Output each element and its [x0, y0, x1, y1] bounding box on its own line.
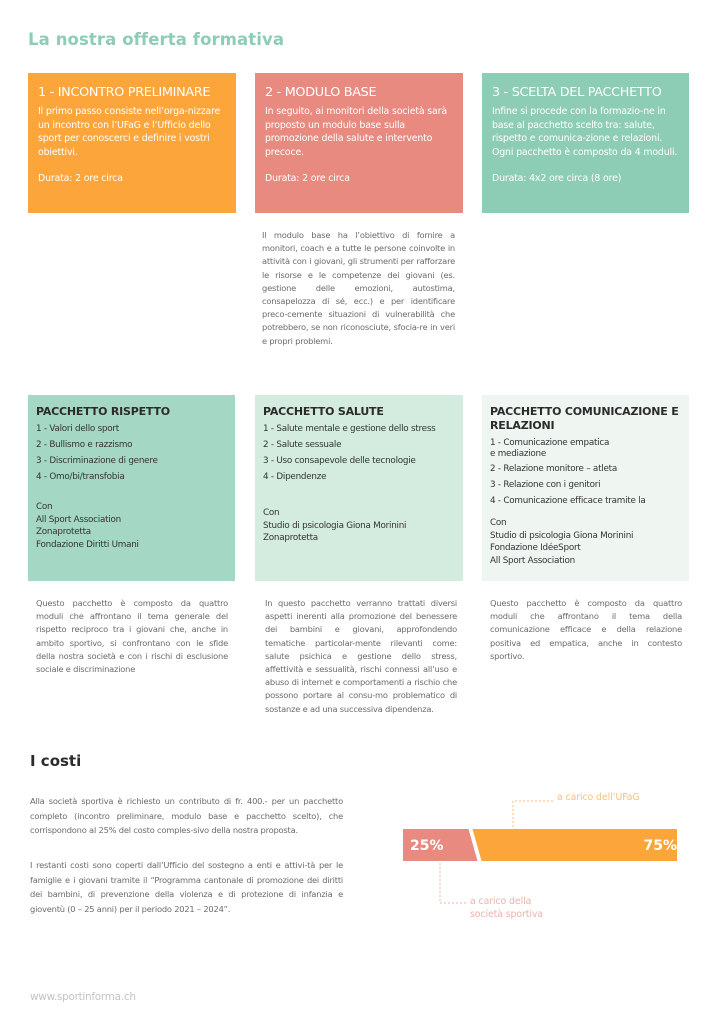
package-module: 2 - Relazione monitore – atleta: [490, 464, 617, 474]
step-title: 1 - INCONTRO PRELIMINARE: [38, 85, 211, 100]
footer-website: www.sportinforma.ch: [30, 991, 136, 1003]
partner: Zonaprotetta: [36, 527, 91, 537]
partners-label: Con: [490, 518, 507, 528]
partners-label: Con: [263, 508, 280, 518]
cost-split-graphic: [400, 785, 690, 930]
package-card-salute: [255, 395, 463, 581]
costs-heading: I costi: [30, 752, 82, 770]
step-card-modulo-base: [255, 73, 463, 213]
package-module-list: [36, 421, 227, 485]
partner: Zonaprotetta: [263, 533, 318, 543]
package-module-list: [263, 421, 455, 485]
society-caption: a carico della società sportiva: [470, 896, 543, 920]
package-module: 4 - Dipendenze: [263, 472, 327, 482]
package-card-comunicazione-relazioni: [482, 395, 689, 581]
ufag-leader-line: [513, 801, 553, 827]
partner: All Sport Association: [490, 555, 575, 566]
package-module: 3 - Uso consapevole delle tecnologie: [263, 456, 416, 466]
partner: Fondazione IdéeSport: [490, 543, 581, 553]
partner: Studio di psicologia Giona Morinini: [490, 530, 634, 541]
modulo-base-description: Il modulo base ha l’obiettivo di fornire a monitori, coach e a tutte le persone coinvolte in attività con i giovani, gli strumenti per rafforzare le risorse e le competenze dei giovani (es. gestione delle emozioni, autostima, consapelozza di sé, ecc.) e per identificare preco-cemente situazioni di vulnerabilità che potrebbero, se non riconosciute, sfocia-re in veri e propri problemi.: [262, 230, 455, 346]
step-duration: Durata: 4x2 ore circa (8 ore): [492, 173, 622, 185]
society-share-label: 25%: [410, 838, 444, 854]
package-module: 1 - Salute mentale e gestione dello stress: [263, 424, 436, 434]
partner: Studio di psicologia Giona Morinini: [263, 520, 407, 531]
page-title: La nostra offerta formativa: [28, 30, 285, 49]
package-module: 3 - Discriminazione di genere: [36, 456, 158, 466]
partners-label: Con: [36, 502, 53, 512]
ufag-caption: a carico dell’UFaG: [557, 792, 640, 803]
package-partners: [490, 517, 681, 567]
package-module: 3 - Relazione con i genitori: [490, 480, 601, 490]
ufag-share-label: 75%: [643, 838, 677, 854]
package-module: 1 - Valori dello sport: [36, 424, 119, 434]
step-card-incontro-preliminare: [28, 73, 236, 213]
package-description-comunicazione: Questo pacchetto è composto da quattro moduli che affrontano il tema della comunicazione efficace e della relazione positiva ed empatica, anche in contesto sportivo.: [490, 598, 682, 661]
package-partners: [36, 501, 227, 551]
package-partners: [263, 507, 455, 545]
partner: All Sport Association: [36, 514, 121, 525]
package-description-rispetto: Questo pacchetto è composto da quattro moduli che affrontano il tema generale del rispetto reciproco tra i giovani che, anche in ambito sportivo, si confrontano con le sfide della nostra società e con i rischi di esclusione sociale e discriminazione: [36, 598, 228, 675]
costs-paragraph: Alla società sportiva è richiesto un contributo di fr. 400.- per un pacchetto completo (incontro preliminare, modulo base e pacchetto scelto), che corrispondono al 25% del costo comples-sivo della nostra proposta.: [30, 796, 343, 835]
package-description-salute: In questo pacchetto verranno trattati diversi aspetti inerenti alla promozione del benessere dei bambini e giovani, approfondendo tematiche particolar-mente rilevanti come: salute psichica e gestione dello stress, affettività e sessualità, rischi connessi all’uso e abuso di internet e comportamenti a rischio che possono portare al consu-mo problematico di sostanze e ad una successiva dipendenza.: [265, 598, 457, 714]
step-duration: Durata: 2 ore circa: [38, 173, 123, 185]
step-duration: Durata: 2 ore circa: [265, 173, 350, 185]
package-title: PACCHETTO SALUTE: [263, 405, 384, 418]
step-body: Infine si procede con la formazio-ne in base al pacchetto scelto tra: salute, rispetto e comunica-zione e relazioni. Ogni pacchetto è composto da 4 moduli.: [492, 106, 678, 158]
package-card-rispetto: [28, 395, 235, 581]
society-leader-line: [440, 863, 468, 903]
step-body: Il primo passo consiste nell’orga-nizzare un incontro con l’UFaG e l’Ufficio dello sport per conoscerci e definire i vostri obiettivi.: [38, 106, 221, 158]
package-title: PACCHETTO RISPETTO: [36, 405, 170, 418]
step-card-scelta-pacchetto: [482, 73, 689, 213]
step-body: In seguito, ai monitori della società sarà proposto un modulo base sulla promozione della salute e intervento precoce.: [265, 106, 447, 158]
package-title: PACCHETTO COMUNICAZIONE E RELAZIONI: [490, 405, 679, 432]
package-module: 2 - Bullismo e razzismo: [36, 440, 133, 450]
partner: Fondazione Diritti Umani: [36, 539, 139, 550]
package-module: 1 - Comunicazione empatica e mediazione: [490, 438, 610, 459]
package-module: 4 - Comunicazione efficace tramite la: [490, 496, 646, 506]
step-title: 2 - MODULO BASE: [265, 85, 377, 100]
costs-paragraph: I restanti costi sono coperti dall’Ufficio del sostegno a enti e attivi-tà per le famiglie e i giovani tramite il “Programma cantonale di promozione dei diritti dei bambini, di prevenzione della violenza e di protezione di infanzia e gioventù (0 – 25 anni) per il periodo 2021 – 2024”.: [30, 860, 343, 914]
package-module: 4 - Omo/bi/transfobia: [36, 472, 125, 482]
step-title: 3 - SCELTA DEL PACCHETTO: [492, 85, 662, 100]
package-module-list: [490, 435, 681, 509]
package-module: 2 - Salute sessuale: [263, 440, 342, 450]
